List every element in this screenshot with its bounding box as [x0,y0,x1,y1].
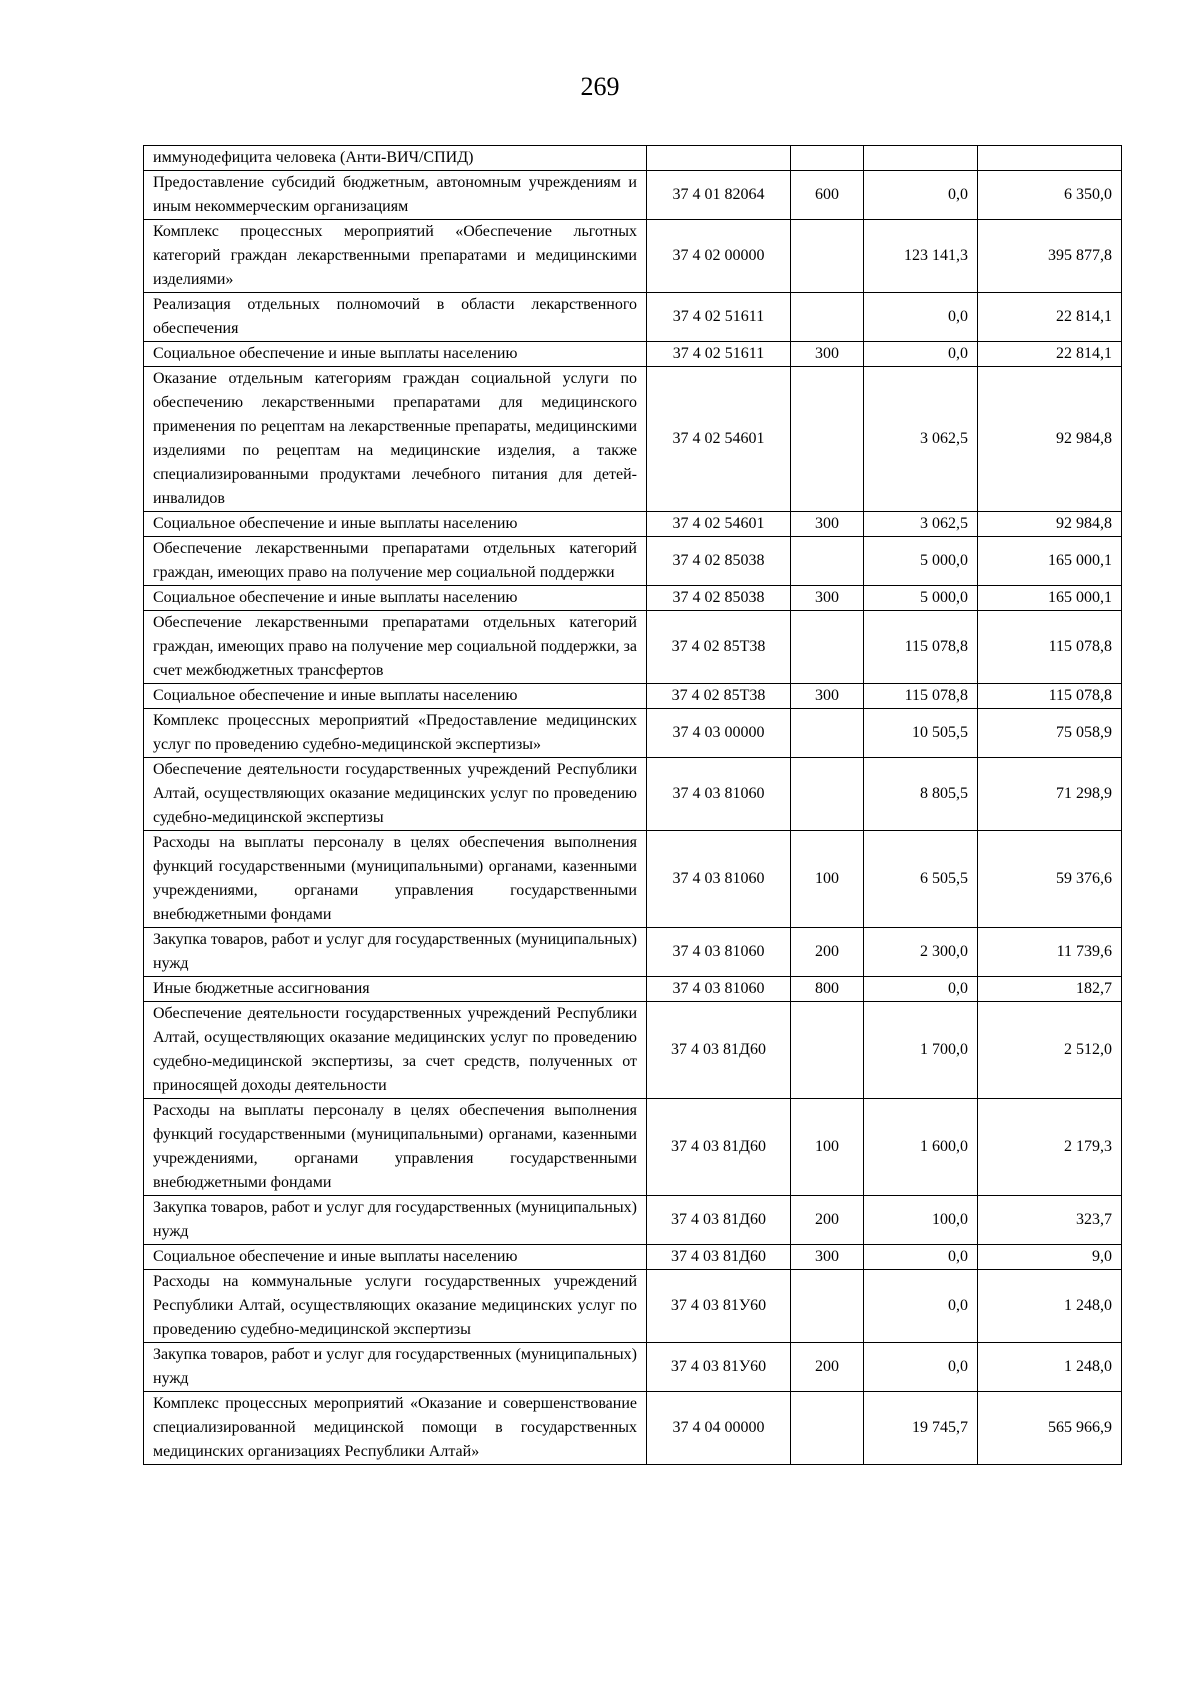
amount-year1-cell: 0,0 [864,293,978,342]
expense-type-cell [791,1392,864,1465]
amount-year2-cell: 1 248,0 [978,1343,1122,1392]
table-row [144,709,1122,758]
amount-year2-cell: 565 966,9 [978,1392,1122,1465]
amount-year1-cell: 0,0 [864,1245,978,1270]
expense-type-cell: 300 [791,586,864,611]
expense-type-cell [791,367,864,512]
budget-table [143,145,1122,1465]
expense-type-cell [791,146,864,171]
amount-year2-cell: 22 814,1 [978,293,1122,342]
amount-year2-cell: 6 350,0 [978,171,1122,220]
table-row [144,831,1122,928]
target-code-cell [647,146,791,171]
expense-type-cell: 200 [791,928,864,977]
target-code-cell: 37 4 03 81Д60 [647,1002,791,1099]
amount-year2-cell: 115 078,8 [978,684,1122,709]
expense-type-cell [791,537,864,586]
table-row [144,1099,1122,1196]
expense-type-cell: 100 [791,831,864,928]
target-code-cell: 37 4 03 81060 [647,831,791,928]
amount-year1-cell: 123 141,3 [864,220,978,293]
amount-year2-cell: 165 000,1 [978,537,1122,586]
table-row [144,171,1122,220]
expense-type-cell [791,1002,864,1099]
table-row [144,512,1122,537]
expense-name-cell: Обеспечение лекарственными препаратами отдельных категорий граждан, имеющих право на получение мер социальной поддержки, за счет межбюджетных трансфертов [144,611,647,684]
target-code-cell: 37 4 02 85Т38 [647,611,791,684]
amount-year1-cell: 5 000,0 [864,537,978,586]
amount-year2-cell: 92 984,8 [978,367,1122,512]
amount-year1-cell [864,146,978,171]
expense-name-cell: Социальное обеспечение и иные выплаты населению [144,586,647,611]
table-row [144,977,1122,1002]
target-code-cell: 37 4 02 85038 [647,586,791,611]
amount-year1-cell: 2 300,0 [864,928,978,977]
amount-year2-cell: 1 248,0 [978,1270,1122,1343]
amount-year2-cell: 22 814,1 [978,342,1122,367]
amount-year2-cell: 182,7 [978,977,1122,1002]
expense-name-cell: иммунодефицита человека (Анти-ВИЧ/СПИД) [144,146,647,171]
table-row [144,1392,1122,1465]
expense-type-cell: 300 [791,684,864,709]
expense-type-cell [791,611,864,684]
amount-year2-cell: 9,0 [978,1245,1122,1270]
expense-name-cell: Предоставление субсидий бюджетным, автономным учреждениям и иным некоммерческим организациям [144,171,647,220]
amount-year1-cell: 0,0 [864,171,978,220]
expense-name-cell: Социальное обеспечение и иные выплаты населению [144,1245,647,1270]
expense-name-cell: Обеспечение деятельности государственных учреждений Республики Алтай, осуществляющих оказание медицинских услуг по проведению судебно-медицинской экспертизы, за счет средств, полученных от приносящей доходы деятельности [144,1002,647,1099]
amount-year1-cell: 100,0 [864,1196,978,1245]
table-row [144,684,1122,709]
target-code-cell: 37 4 01 82064 [647,171,791,220]
amount-year1-cell: 10 505,5 [864,709,978,758]
target-code-cell: 37 4 03 81060 [647,758,791,831]
amount-year1-cell: 1 700,0 [864,1002,978,1099]
amount-year2-cell [978,146,1122,171]
table-row [144,342,1122,367]
expense-name-cell: Закупка товаров, работ и услуг для государственных (муниципальных) нужд [144,1196,647,1245]
amount-year2-cell: 165 000,1 [978,586,1122,611]
table-row [144,1245,1122,1270]
amount-year1-cell: 6 505,5 [864,831,978,928]
expense-name-cell: Комплекс процессных мероприятий «Предоставление медицинских услуг по проведению судебно-медицинской экспертизы» [144,709,647,758]
target-code-cell: 37 4 02 54601 [647,512,791,537]
amount-year2-cell: 11 739,6 [978,928,1122,977]
amount-year1-cell: 115 078,8 [864,611,978,684]
expense-type-cell [791,709,864,758]
amount-year1-cell: 5 000,0 [864,586,978,611]
table-row [144,220,1122,293]
target-code-cell: 37 4 04 00000 [647,1392,791,1465]
amount-year2-cell: 59 376,6 [978,831,1122,928]
target-code-cell: 37 4 03 81У60 [647,1343,791,1392]
expense-name-cell: Оказание отдельным категориям граждан социальной услуги по обеспечению лекарственными препаратами для медицинского применения по рецептам на лекарственные препараты, медицинскими изделиями по рецептам на медицинские изделия, а также специализированными продуктами лечебного питания для детей-инвалидов [144,367,647,512]
expense-type-cell [791,293,864,342]
target-code-cell: 37 4 02 51611 [647,342,791,367]
expense-name-cell: Реализация отдельных полномочий в области лекарственного обеспечения [144,293,647,342]
amount-year1-cell: 3 062,5 [864,367,978,512]
amount-year1-cell: 0,0 [864,977,978,1002]
table-row [144,293,1122,342]
expense-type-cell: 100 [791,1099,864,1196]
expense-name-cell: Расходы на коммунальные услуги государственных учреждений Республики Алтай, осуществляющих оказание медицинских услуг по проведению судебно-медицинской экспертизы [144,1270,647,1343]
expense-type-cell: 300 [791,342,864,367]
expense-name-cell: Социальное обеспечение и иные выплаты населению [144,684,647,709]
table-row [144,928,1122,977]
amount-year2-cell: 115 078,8 [978,611,1122,684]
target-code-cell: 37 4 03 00000 [647,709,791,758]
expense-name-cell: Обеспечение деятельности государственных учреждений Республики Алтай, осуществляющих оказание медицинских услуг по проведению судебно-медицинской экспертизы [144,758,647,831]
target-code-cell: 37 4 03 81Д60 [647,1099,791,1196]
target-code-cell: 37 4 02 00000 [647,220,791,293]
expense-name-cell: Обеспечение лекарственными препаратами отдельных категорий граждан, имеющих право на получение мер социальной поддержки [144,537,647,586]
amount-year2-cell: 323,7 [978,1196,1122,1245]
target-code-cell: 37 4 02 85038 [647,537,791,586]
expense-type-cell: 200 [791,1343,864,1392]
table-row [144,537,1122,586]
amount-year1-cell: 0,0 [864,342,978,367]
expense-type-cell [791,1270,864,1343]
expense-name-cell: Социальное обеспечение и иные выплаты населению [144,512,647,537]
amount-year1-cell: 1 600,0 [864,1099,978,1196]
expense-name-cell: Закупка товаров, работ и услуг для государственных (муниципальных) нужд [144,928,647,977]
expense-name-cell: Иные бюджетные ассигнования [144,977,647,1002]
target-code-cell: 37 4 03 81У60 [647,1270,791,1343]
target-code-cell: 37 4 03 81Д60 [647,1196,791,1245]
target-code-cell: 37 4 03 81060 [647,928,791,977]
expense-name-cell: Комплекс процессных мероприятий «Оказание и совершенствование специализированной медицинской помощи в государственных медицинских организациях Республики Алтай» [144,1392,647,1465]
table-row [144,1270,1122,1343]
page-number: 269 [580,72,620,101]
expense-type-cell [791,220,864,293]
amount-year2-cell: 71 298,9 [978,758,1122,831]
table-row [144,611,1122,684]
expense-name-cell: Комплекс процессных мероприятий «Обеспечение льготных категорий граждан лекарственными препаратами и медицинскими изделиями» [144,220,647,293]
expense-type-cell: 600 [791,171,864,220]
table-row [144,146,1122,171]
target-code-cell: 37 4 03 81060 [647,977,791,1002]
amount-year1-cell: 0,0 [864,1343,978,1392]
expense-name-cell: Закупка товаров, работ и услуг для государственных (муниципальных) нужд [144,1343,647,1392]
amount-year1-cell: 8 805,5 [864,758,978,831]
expense-name-cell: Социальное обеспечение и иные выплаты населению [144,342,647,367]
amount-year1-cell: 0,0 [864,1270,978,1343]
table-row [144,367,1122,512]
table-row [144,1196,1122,1245]
target-code-cell: 37 4 02 85Т38 [647,684,791,709]
target-code-cell: 37 4 02 51611 [647,293,791,342]
expense-type-cell [791,758,864,831]
table-row [144,758,1122,831]
expense-type-cell: 200 [791,1196,864,1245]
amount-year2-cell: 2 512,0 [978,1002,1122,1099]
expense-type-cell: 300 [791,1245,864,1270]
expense-name-cell: Расходы на выплаты персоналу в целях обеспечения выполнения функций государственными (муниципальными) органами, казенными учреждениями, органами управления государственными внебюджетными фондами [144,831,647,928]
amount-year1-cell: 19 745,7 [864,1392,978,1465]
amount-year1-cell: 115 078,8 [864,684,978,709]
budget-table-body [144,146,1122,1465]
amount-year1-cell: 3 062,5 [864,512,978,537]
expense-type-cell: 800 [791,977,864,1002]
expense-name-cell: Расходы на выплаты персоналу в целях обеспечения выполнения функций государственными (муниципальными) органами, казенными учреждениями, органами управления государственными внебюджетными фондами [144,1099,647,1196]
amount-year2-cell: 75 058,9 [978,709,1122,758]
amount-year2-cell: 92 984,8 [978,512,1122,537]
table-row [144,1002,1122,1099]
table-row [144,586,1122,611]
expense-type-cell: 300 [791,512,864,537]
amount-year2-cell: 2 179,3 [978,1099,1122,1196]
amount-year2-cell: 395 877,8 [978,220,1122,293]
table-row [144,1343,1122,1392]
target-code-cell: 37 4 02 54601 [647,367,791,512]
target-code-cell: 37 4 03 81Д60 [647,1245,791,1270]
